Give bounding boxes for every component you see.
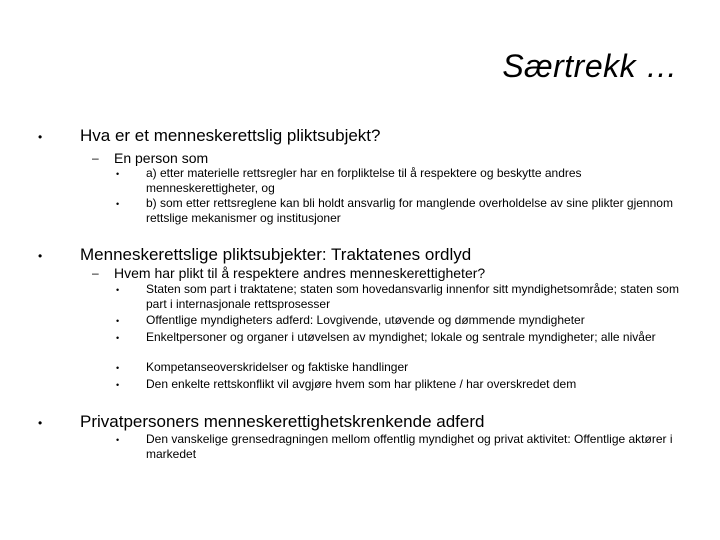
bullet-marker: • [116,363,120,373]
list-item: Den enkelte rettskonflikt vil avgjøre hvem som har pliktene / har overskredet dem [146,377,577,391]
list-item: Kompetanseoverskridelser og faktiske handlinger [146,360,409,374]
dash-marker: – [92,266,99,280]
section-heading: Hva er et menneskerettslig pliktsubjekt? [80,126,381,145]
list-item: b) som etter rettsreglene kan bli holdt ansvarlig for manglende overholdelse av sine plikter gjennom rettslige mekanismer og institusjoner [146,196,673,225]
bullet-marker: • [116,435,120,445]
bullet-marker: • [116,380,120,390]
section-heading: Privatpersoners menneskerettighetskrenkende adferd [80,412,485,431]
sub-heading: En person som [114,150,209,166]
list-item: a) etter materielle rettsregler har en forpliktelse til å respektere og beskytte andres menneskerettigheter, og [146,166,582,195]
bullet-marker: • [116,316,120,326]
bullet-marker: • [38,249,43,263]
list-item: Offentlige myndigheters adferd: Lovgivende, utøvende og dømmende myndigheter [146,313,585,327]
bullet-marker: • [116,169,120,179]
slide-title: Særtrekk … [502,48,678,84]
section-heading: Menneskerettslige pliktsubjekter: Traktatenes ordlyd [80,245,472,264]
bullet-marker: • [116,285,120,295]
list-item: Den vanskelige grensedragningen mellom offentlig myndighet og privat aktivitet: Offentlige aktører i markedet [146,432,673,461]
bullet-marker: • [116,199,120,209]
sub-heading: Hvem har plikt til å respektere andres menneskerettigheter? [114,265,486,281]
bullet-marker: • [116,333,120,343]
dash-marker: – [92,151,99,165]
bullet-marker: • [38,416,43,430]
list-item: Staten som part i traktatene; staten som hovedansvarlig innenfor sitt myndighetsområde; staten som part i internasjonale rettsprosesser [146,282,679,311]
list-item: Enkeltpersoner og organer i utøvelsen av myndighet; lokale og sentrale myndigheter; alle nivåer [146,330,656,344]
bullet-marker: • [38,130,43,144]
